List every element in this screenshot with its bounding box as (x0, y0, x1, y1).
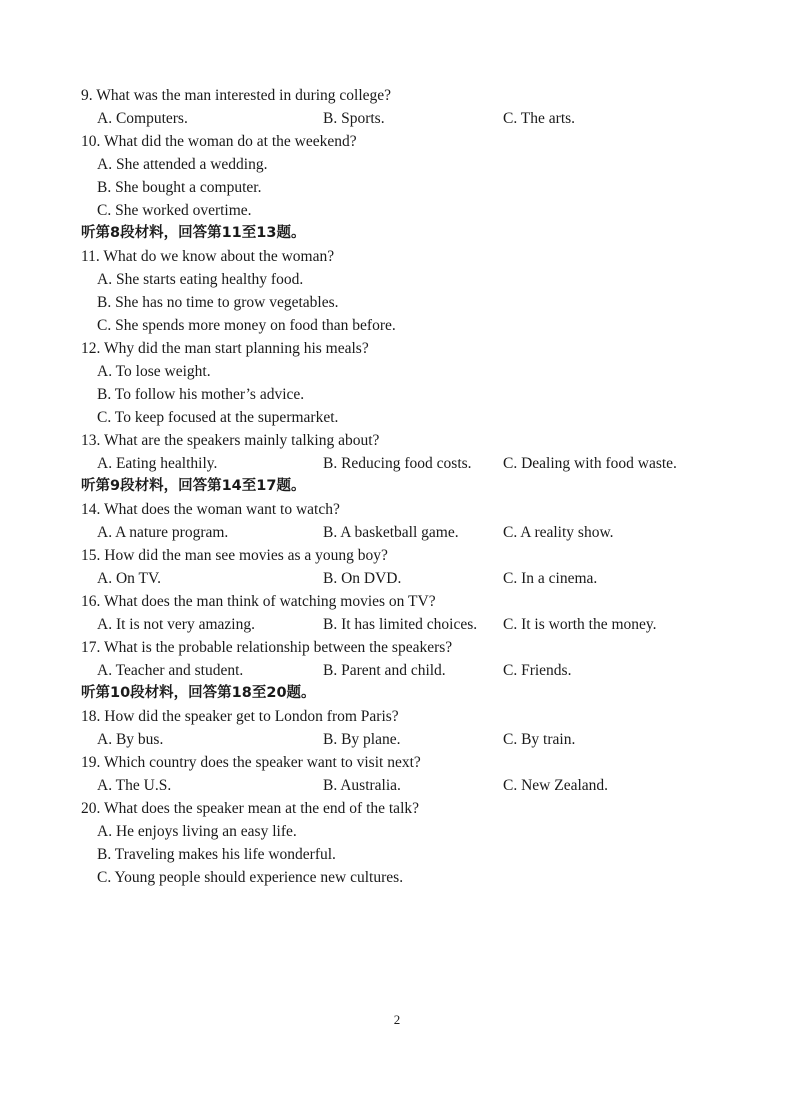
question-text: 16. What does the man think of watching movies on TV? (81, 593, 436, 610)
answer-option: C. New Zealand. (503, 777, 609, 794)
question-text: 17. What is the probable relationship between the speakers? (81, 639, 453, 656)
question-text: 13. What are the speakers mainly talking about? (81, 432, 380, 449)
answer-option: C. A reality show. (503, 524, 614, 541)
answer-option: A. On TV. (97, 570, 162, 587)
answer-option: A. Computers. (97, 110, 188, 127)
answer-option: A. To lose weight. (97, 363, 211, 380)
answer-option: A. By bus. (97, 731, 164, 748)
answer-option: A. It is not very amazing. (97, 616, 255, 633)
answer-option: C. It is worth the money. (503, 616, 657, 633)
answer-option: A. A nature program. (97, 524, 229, 541)
answer-options-row (81, 107, 721, 130)
answer-option: B. To follow his mother’s advice. (97, 386, 305, 403)
question-text: 19. Which country does the speaker want to visit next? (81, 754, 421, 771)
section-heading: 听第9段材料，回答第14至17题。 (81, 478, 306, 494)
answer-option: B. She has no time to grow vegetables. (97, 294, 339, 311)
answer-option: B. It has limited choices. (323, 616, 478, 633)
answer-options-row (81, 728, 721, 751)
answer-options-row (81, 774, 721, 797)
section-heading: 听第8段材料，回答第11至13题。 (81, 225, 306, 241)
answer-option: B. A basketball game. (323, 524, 459, 541)
answer-option: C. Dealing with food waste. (503, 455, 677, 472)
question-text: 20. What does the speaker mean at the end of the talk? (81, 800, 420, 817)
question-text: 10. What did the woman do at the weekend? (81, 133, 357, 150)
answer-option: A. She attended a wedding. (97, 156, 268, 173)
answer-option: C. Young people should experience new cultures. (97, 869, 404, 886)
question-text: 12. Why did the man start planning his meals? (81, 340, 369, 357)
answer-option: C. The arts. (503, 110, 576, 127)
answer-option: C. In a cinema. (503, 570, 598, 587)
answer-option: C. To keep focused at the supermarket. (97, 409, 339, 426)
answer-option: C. By train. (503, 731, 576, 748)
question-text: 14. What does the woman want to watch? (81, 501, 340, 518)
section-heading: 听第10段材料，回答第18至20题。 (81, 685, 316, 701)
answer-option: B. Parent and child. (323, 662, 446, 679)
answer-option: A. He enjoys living an easy life. (97, 823, 297, 840)
answer-option: B. Sports. (323, 110, 385, 127)
page-number: 2 (393, 1012, 401, 1027)
answer-option: A. Eating healthily. (97, 455, 218, 472)
answer-options-row (81, 521, 721, 544)
answer-option: A. Teacher and student. (97, 662, 244, 679)
question-list (81, 84, 721, 889)
answer-option: C. Friends. (503, 662, 572, 679)
answer-option: C. She spends more money on food than before. (97, 317, 396, 334)
answer-option: A. The U.S. (97, 777, 172, 794)
answer-options-row (81, 613, 721, 636)
answer-option: A. She starts eating healthy food. (97, 271, 304, 288)
answer-option: B. Reducing food costs. (323, 455, 472, 472)
answer-option: B. By plane. (323, 731, 401, 748)
answer-option: B. Australia. (323, 777, 401, 794)
question-text: 9. What was the man interested in during college? (81, 87, 392, 104)
answer-option: B. Traveling makes his life wonderful. (97, 846, 336, 863)
answer-options-row (81, 659, 721, 682)
answer-option: B. On DVD. (323, 570, 402, 587)
question-text: 18. How did the speaker get to London from Paris? (81, 708, 399, 725)
question-text: 11. What do we know about the woman? (81, 248, 335, 265)
answer-option: C. She worked overtime. (97, 202, 252, 219)
answer-options-row (81, 452, 721, 475)
question-text: 15. How did the man see movies as a young boy? (81, 547, 388, 564)
answer-options-row (81, 567, 721, 590)
answer-option: B. She bought a computer. (97, 179, 262, 196)
